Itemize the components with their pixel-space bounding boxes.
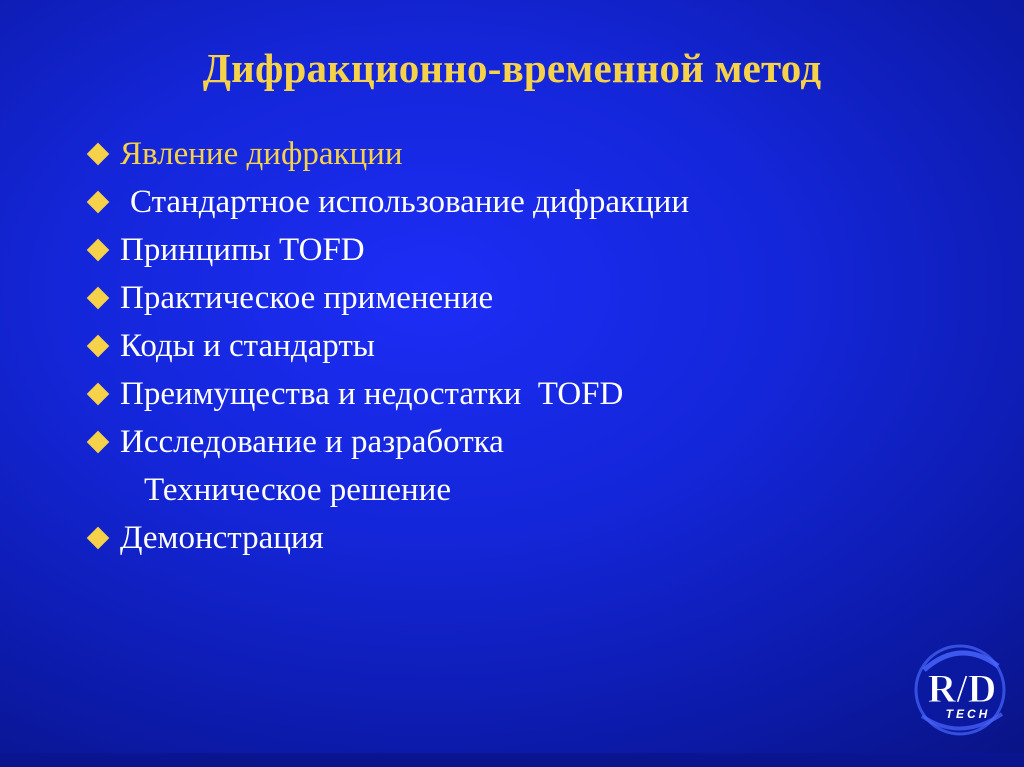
list-item-label: Стандартное использование дифракции [130,184,689,220]
diamond-bullet-icon [87,383,110,406]
diamond-bullet-icon [87,335,110,358]
list-item-label: Техническое решение [144,472,451,508]
slide-title: Дифракционно-временной метод [202,45,822,91]
bullet-list [84,130,689,562]
logo-main-text: R/D [927,666,997,711]
list-item-label: Принципы TOFD [120,232,365,268]
list-item [84,466,689,514]
diamond-bullet-icon [87,287,110,310]
bottom-band [0,753,1024,767]
logo-sub-text: TECH [945,707,991,721]
diamond-bullet-icon [87,191,110,214]
rd-tech-logo [906,630,1018,748]
diamond-bullet-icon [87,527,110,550]
diamond-bullet-icon [87,143,110,166]
list-item-label: Явление дифракции [120,136,403,172]
list-item [84,178,689,226]
diamond-bullet-icon [87,239,110,262]
list-item [84,226,689,274]
list-item-label: Коды и стандарты [120,328,375,364]
list-item-label: Демонстрация [120,520,324,556]
list-item [84,370,689,418]
list-item [84,514,689,562]
list-item [84,274,689,322]
list-item-label: Преимущества и недостатки TOFD [120,376,624,412]
list-item [84,130,689,178]
list-item-label: Исследование и разработка [120,424,504,460]
diamond-bullet-icon [87,431,110,454]
list-item [84,418,689,466]
list-item-label: Практическое применение [120,280,494,316]
list-item [84,322,689,370]
